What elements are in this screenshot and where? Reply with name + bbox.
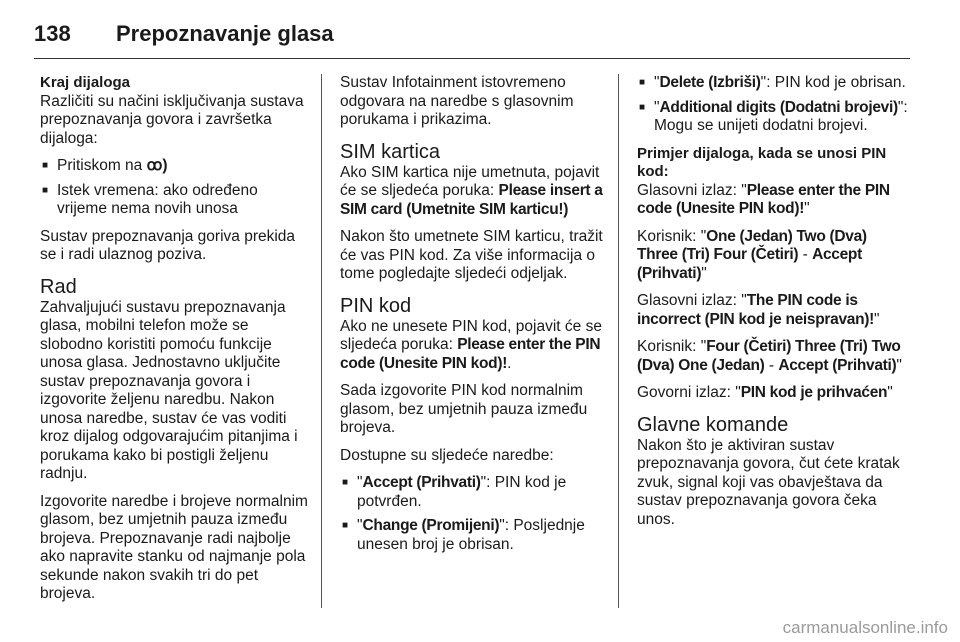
column-right — [637, 74, 909, 538]
list-item: ■ Istek vremena: ako određeno vrijeme nema novih unosa — [40, 182, 312, 219]
list-item: ■ "Accept (Prihvati)": PIN kod je potvrđen. — [340, 474, 608, 511]
message-text: Please enter the PIN code (Unesite PIN kod)! — [340, 336, 601, 372]
paragraph: Različiti su načini isključivanja sustava prepoznavanja govora i završetka dijaloga: — [40, 92, 304, 147]
page-header — [34, 14, 334, 54]
bullet-list — [40, 157, 312, 219]
list-item: ■ "Additional digits (Dodatni brojevi)": Mogu se unijeti dodatni brojevi. — [637, 99, 909, 136]
header-divider — [34, 58, 910, 59]
voice-control-icon: ꝏ) — [146, 157, 168, 174]
command-list — [637, 74, 909, 136]
list-item: ■ "Change (Promijeni)": Posljednje unesen broj je obrisan. — [340, 517, 608, 554]
section-heading-rad: Rad — [40, 275, 77, 298]
dialog-line: Korisnik: "One (Jedan) Two (Dva) Three (Tri) Four (Četiri) - Accept (Prihvati)" — [637, 227, 867, 282]
paragraph: Sustav Infotainment istovremeno odgovara na naredbe s glasovnim porukama i prikazima. — [340, 74, 574, 128]
example-heading: Primjer dijaloga, kada se unosi PIN kod: — [637, 144, 887, 180]
message-text: Please insert a SIM card (Umetnite SIM karticu!) — [340, 182, 603, 218]
paragraph: Izgovorite naredbe i brojeve normalnim glasom, bez umjetnih pauza između brojeva. Prepoznavanje radi najbolje ako napravite stanku od najmanje pola sekunde nakon svakih tri do pet brojeva. — [40, 492, 308, 602]
dialog-line: Glasovni izlaz: "The PIN code is incorrect (PIN kod je neispravan)!" — [637, 292, 880, 328]
paragraph: Ako ne unesete PIN kod, pojavit će se sljedeća poruka: Please enter the PIN code (Unesite PIN kod)!. — [340, 317, 602, 372]
list-item: ■ "Delete (Izbriši)": PIN kod je obrisan. — [637, 74, 909, 93]
dialog-line: Korisnik: "Four (Četiri) Three (Tri) Two (Dva) One (Jedan) - Accept (Prihvati)" — [637, 338, 902, 374]
column-left — [40, 74, 312, 613]
paragraph: Dostupne su sljedeće naredbe: — [340, 446, 554, 464]
section-heading-kraj: Kraj dijaloga — [40, 74, 131, 91]
paragraph: Sada izgovorite PIN kod normalnim glasom, bez umjetnih pauza između brojeva. — [340, 382, 588, 436]
section-heading-glavne: Glavne komande — [637, 413, 789, 436]
paragraph: Sustav prepoznavanja goriva prekida se i radi ulaznog poziva. — [40, 227, 296, 263]
section-heading-pin: PIN kod — [340, 294, 412, 317]
paragraph: Nakon što je aktiviran sustav prepoznavanja govora, čut ćete kratak zvuk, signal koji vas obavještava da sustav prepoznavanja govora čeka unos. — [637, 436, 900, 528]
dialog-line: Govorni izlaz: "PIN kod je prihvaćen" — [637, 384, 893, 401]
paragraph: Nakon što umetnete SIM karticu, tražit će vas PIN kod. Za više informacija o tome pogledajte sljedeći odjeljak. — [340, 228, 603, 282]
column-divider — [321, 74, 322, 608]
dialog-line: Glasovni izlaz: "Please enter the PIN code (Unesite PIN kod)!" — [637, 181, 890, 217]
paragraph: Zahvaljujući sustavu prepoznavanja glasa, mobilni telefon može se slobodno koristiti pomoću funkcije unosa glasa. Jednostavno uključite sustav prepoznavanja govora i izgovorite željenu naredbu. Nakon unosa naredbe, sustav će vas voditi kroz dijalog odgovarajućim pitanjima i porukama kako bi postigli željenu radnju. — [40, 298, 298, 482]
paragraph: Ako SIM kartica nije umetnuta, pojavit će se sljedeća poruka: Please insert a SIM card (Umetnite SIM karticu!) — [340, 163, 603, 218]
column-middle — [340, 74, 608, 563]
list-item: ■ Pritiskom na ꝏ) — [40, 157, 312, 176]
page-title: Prepoznavanje glasa — [116, 21, 334, 46]
section-heading-sim: SIM kartica — [340, 140, 441, 163]
page-number: 138 — [34, 21, 71, 46]
command-list — [340, 474, 608, 554]
watermark: carmanualsonline.info — [782, 618, 948, 637]
column-divider — [618, 74, 619, 608]
